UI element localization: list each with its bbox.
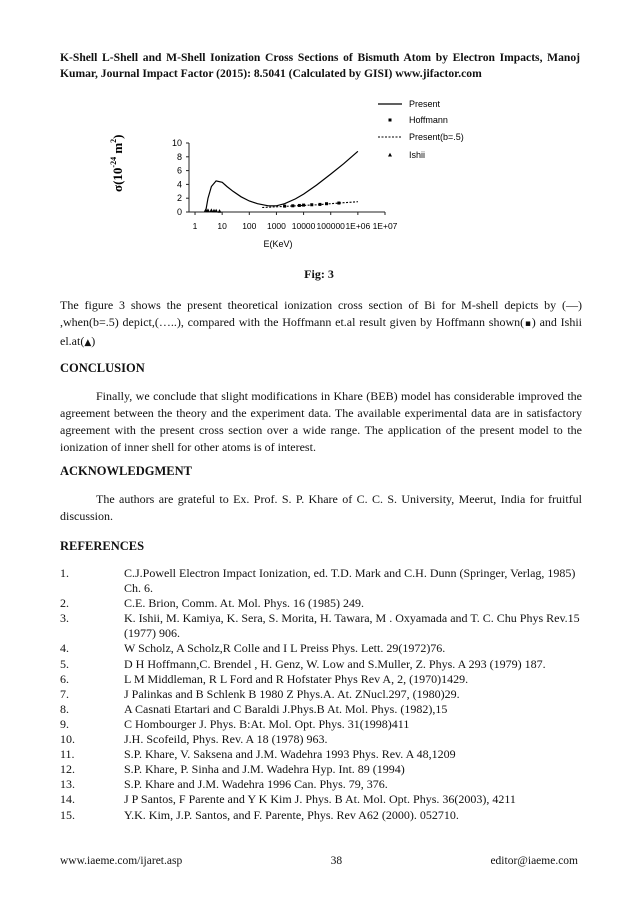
reference-number: 7. [60, 686, 69, 701]
figure-3-chart [0, 0, 638, 265]
y-tick-label: 2 [176, 193, 182, 204]
y-axis-label [109, 134, 125, 192]
reference-item [60, 687, 582, 702]
y-axis-label-part: 2 [109, 138, 118, 143]
y-tick-label: 6 [176, 165, 182, 176]
reference-number: 9. [60, 716, 69, 731]
footer-url: www.iaeme.com/ijaret.asp [60, 855, 183, 867]
footer-email: editor@iaeme.com [490, 855, 578, 867]
conclusion-heading: CONCLUSION [60, 361, 145, 375]
reference-text: Y.K. Kim, J.P. Santos, and F. Parente, Phys. Rev A62 (2000). 052710. [124, 807, 459, 822]
y-axis-label-part: m [110, 142, 125, 157]
reference-text: K. Ishii, M. Kamiya, K. Sera, S. Morita, H. Tawara, M . Oxyamada and T. C. Chu Phys Rev.15 (1977) 906. [124, 611, 580, 641]
page-number: 38 [330, 855, 343, 867]
description-text-2: ) and Ishii el.at( [60, 315, 583, 348]
legend-label: Hoffmann [409, 115, 448, 125]
series-line [206, 151, 358, 210]
reference-number: 5. [60, 656, 69, 671]
legend-square-marker [389, 119, 392, 122]
reference-number: 15. [60, 807, 75, 822]
data-point [218, 209, 222, 213]
x-tick-label: 100 [242, 221, 257, 231]
reference-item [60, 702, 582, 717]
reference-text: C.J.Powell Electron Impact Ionization, ed. T.D. Mark and C.H. Dunn (Springer, Verlag, 1985) Ch. 6. [124, 566, 576, 596]
acknowledgment-heading: ACKNOWLEDGMENT [60, 464, 192, 478]
x-tick-label: 10 [217, 221, 227, 231]
figure-caption: Fig: 3 [304, 267, 334, 281]
running-header: K-Shell L-Shell and M-Shell Ionization Cross Sections of Bismuth Atom by Electron Impacts, Manoj Kumar, Journal Impact Factor (2015): 8.5041 (Calculated by GISI) www.jifactor.com [60, 51, 580, 80]
conclusion-text: Finally, we conclude that slight modifications in Khare (BEB) model has considerable improved the agreement between the theory and the experiment data. The available experimental data are in satisfactory agreement with the present cross section over a wide range. The application of the present model to the ionization of inner shell for other atoms is of interest. [60, 389, 582, 454]
reference-number: 4. [60, 641, 69, 656]
series-2 [262, 202, 358, 208]
x-tick-label: 10000 [291, 221, 316, 231]
reference-item [60, 641, 582, 656]
square-marker-symbol: ▪ [524, 319, 532, 329]
reference-item [60, 792, 582, 807]
reference-text: A Casnati Etartari and C Baraldi J.Phys.B At. Mol. Phys. (1982),15 [124, 701, 448, 716]
reference-text: S.P. Khare, V. Saksena and J.M. Wadehra 1993 Phys. Rev. A 48,1209 [124, 747, 456, 762]
reference-item [60, 611, 582, 641]
x-axis-label: E(KeV) [263, 239, 293, 249]
reference-number: 10. [60, 732, 75, 747]
description-text-1: The figure 3 shows the present theoretical ionization cross section of Bi for M-shell depicts by (—) ,when(b=.5) depict,(…..), compared with the Hoffmann et.al result given by Hoffmann shown( [60, 298, 582, 329]
reference-text: S.P. Khare and J.M. Wadehra 1996 Can. Phys. 79, 376. [124, 777, 388, 792]
reference-number: 11. [60, 747, 75, 762]
legend-label: Present(b=.5) [409, 132, 464, 142]
acknowledgment-text: The authors are grateful to Ex. Prof. S. P. Khare of C. C. S. University, Meerut, India for fruitful discussion. [60, 492, 582, 523]
figure-description [60, 297, 582, 352]
reference-number: 13. [60, 777, 75, 792]
reference-list [60, 566, 582, 823]
reference-number: 14. [60, 792, 75, 807]
legend-label: Present [409, 99, 441, 109]
x-tick-label: 100000 [316, 221, 345, 231]
chart-legend [378, 99, 464, 160]
references-heading: REFERENCES [60, 539, 145, 553]
reference-item [60, 808, 582, 823]
reference-text: D H Hoffmann,C. Brendel , H. Genz, W. Low and S.Muller, Z. Phys. A 293 (1979) 187. [124, 656, 546, 671]
x-tick-label: 1 [192, 221, 198, 231]
legend-label: Ishii [409, 150, 426, 160]
x-tick-label: 1000 [266, 221, 286, 231]
reference-number: 6. [60, 671, 69, 686]
reference-item [60, 566, 582, 596]
reference-text: S.P. Khare, P. Sinha and J.M. Wadehra Hyp. Int. 89 (1994) [124, 762, 405, 777]
reference-item [60, 747, 582, 762]
reference-item [60, 717, 582, 732]
reference-item [60, 596, 582, 611]
reference-text: J.H. Scofeild, Phys. Rev. A 18 (1978) 963. [124, 732, 328, 747]
reference-number: 12. [60, 762, 75, 777]
reference-item [60, 777, 582, 792]
reference-text: C Hombourger J. Phys. B:At. Mol. Opt. Phys. 31(1998)411 [124, 716, 410, 731]
reference-item [60, 657, 582, 672]
reference-number: 1. [60, 566, 69, 580]
legend-triangle-marker [388, 153, 392, 157]
x-tick-label: 1E+06 [345, 221, 371, 231]
series-0 [206, 151, 358, 210]
reference-number: 2. [60, 596, 69, 611]
triangle-marker-symbol: ▲ [84, 338, 92, 348]
reference-item [60, 672, 582, 687]
reference-text: W Scholz, A Scholz,R Colle and I L Preiss Phys. Lett. 29(1972)76. [124, 641, 446, 656]
y-tick-label: 4 [176, 179, 182, 190]
y-tick-label: 0 [176, 207, 182, 217]
reference-text: L M Middleman, R L Ford and R Hofstater Phys Rev A, 2, (1970)1429. [124, 671, 469, 686]
reference-item [60, 762, 582, 777]
y-axis-label-part: σ(10 [110, 167, 125, 192]
x-tick-label: 1E+07 [372, 221, 398, 231]
y-tick-label: 8 [176, 151, 182, 162]
reference-text: C.E. Brion, Comm. At. Mol. Phys. 16 (1985) 249. [124, 596, 365, 611]
reference-number: 8. [60, 701, 69, 716]
series-line [262, 202, 358, 208]
page-footer [60, 855, 578, 867]
description-text-3: ) [91, 334, 96, 348]
y-axis-label-part: -24 [109, 156, 118, 168]
reference-item [60, 732, 582, 747]
y-tick-label: 10 [171, 138, 182, 148]
reference-text: J Palinkas and B Schlenk B 1980 Z Phys.A. At. ZNucl.297, (1980)29. [124, 686, 460, 701]
y-axis-label-text [109, 134, 125, 192]
reference-number: 3. [60, 611, 69, 626]
y-axis-label-part: ) [110, 134, 125, 139]
reference-text: J P Santos, F Parente and Y K Kim J. Phys. B At. Mol. Opt. Phys. 36(2003), 4211 [124, 792, 516, 807]
